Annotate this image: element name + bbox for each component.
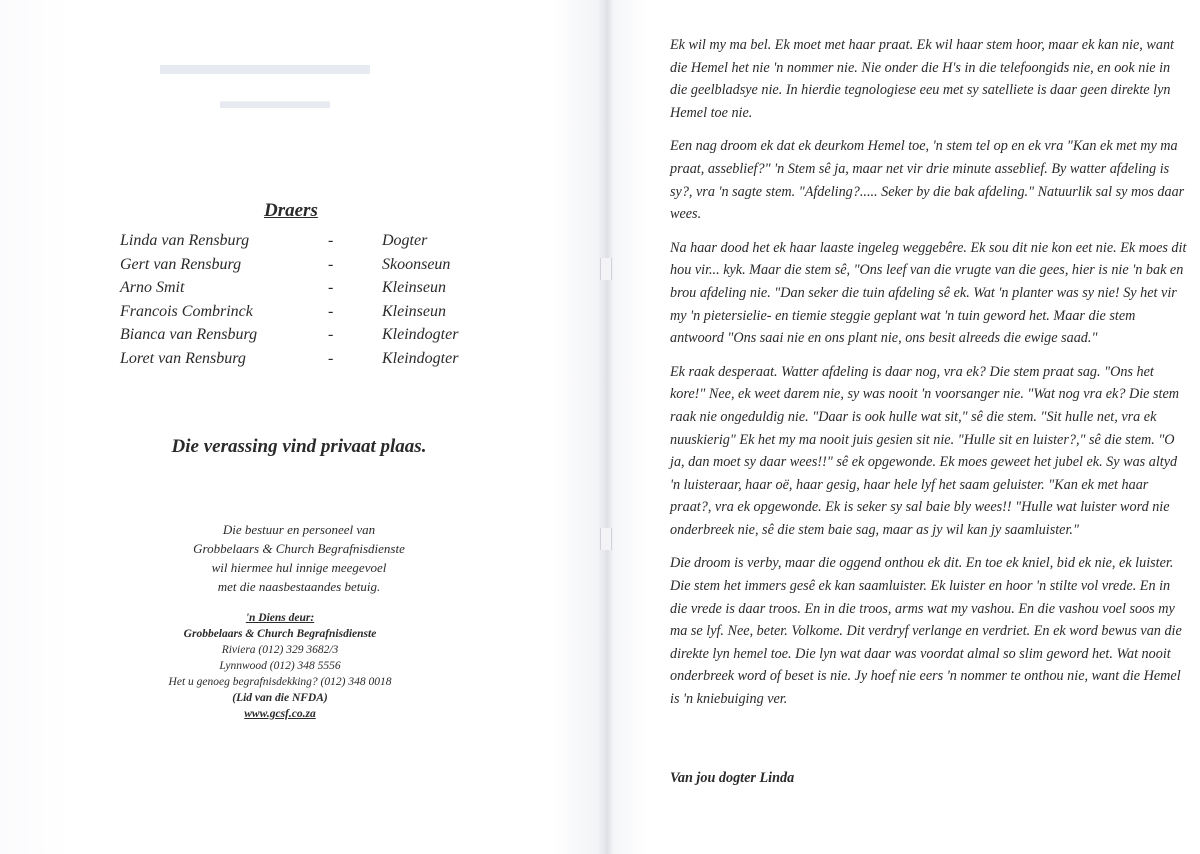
service-membership: (Lid van die NFDA) bbox=[232, 692, 328, 704]
binding-tear bbox=[600, 258, 612, 280]
bearer-dash: - bbox=[328, 302, 334, 320]
service-phone-riviera: Riviera (012) 329 3682/3 bbox=[221, 644, 339, 656]
bearer-rel: Kleinseun bbox=[382, 279, 446, 296]
bearer-rel: Kleindogter bbox=[382, 349, 459, 367]
bearer-dash: - bbox=[328, 349, 334, 367]
bearer-rel: Kleindogter bbox=[382, 326, 459, 343]
bearer-dash: - bbox=[328, 232, 334, 249]
letter-signoff: Van jou dogter Linda bbox=[670, 770, 795, 786]
bearer-row bbox=[120, 326, 480, 350]
letter-paragraph: Een nag droom ek dat ek deurkom Hemel toe, 'n stem tel op en ek vra "Kan ek met my ma praat, asseblief?" 'n Stem sê ja, maar net vir drie minute asseblief. By watter afdeling is sy?, vra 'n sagte stem. "Afdeling?..... Seker by die bak afdeling." Natuurlik sal sy mos daar wees. bbox=[670, 138, 1185, 223]
bearer-name: Arno Smit bbox=[120, 279, 185, 296]
bearer-dash: - bbox=[328, 326, 334, 343]
private-note: Die verassing vind privaat plaas. bbox=[171, 436, 427, 457]
bearer-row bbox=[120, 232, 480, 256]
right-page bbox=[614, 0, 1200, 854]
service-website-link[interactable]: www.gcsf.co.za bbox=[244, 708, 316, 720]
service-coverage-phone: Het u genoeg begrafnisdekking? (012) 348 0018 bbox=[168, 676, 392, 688]
bearer-name: Bianca van Rensburg bbox=[120, 326, 258, 343]
bearer-row bbox=[120, 350, 480, 374]
letter-paragraph: Ek wil my ma bel. Ek moet met haar praat. Ek wil haar stem hoor, maar ek kan nie, want die Hemel het nie 'n nommer nie. Nie onder die H's in die telefoongids nie, en ook nie in die geelbladsye nie. In hierdie tegnologiese eeu met sy satelliete is daar geen direkte lyn Hemel toe nie. bbox=[670, 37, 1174, 121]
binding-tear bbox=[600, 528, 612, 550]
letter-body bbox=[670, 34, 1190, 722]
bearer-rel: Dogter bbox=[382, 232, 428, 249]
condolence-line: Die bestuur en personeel van bbox=[222, 522, 376, 537]
page-fold bbox=[598, 0, 614, 854]
bearer-name: Francois Combrinck bbox=[120, 302, 253, 320]
condolence-line: met die naasbestaandes betuig. bbox=[217, 579, 381, 594]
service-phone-lynnwood: Lynnwood (012) 348 5556 bbox=[219, 660, 341, 672]
bearer-dash: - bbox=[328, 255, 334, 273]
condolence-line: wil hiermee hul innige meegevoel bbox=[211, 560, 387, 575]
condolence-message bbox=[0, 520, 598, 596]
letter-paragraph: Na haar dood het ek haar laaste ingeleg weggebêre. Ek sou dit nie kon eet nie. Ek moes dit hou vir... kyk. Maar die stem sê, "Ons leef van die vrugte van die gees, hier is nie 'n bak en brou afdeling nie. "Dan seker die tuin afdeling sê ek. Wat 'n planter was sy nie! Sy het vir my 'n pietersielie- en tiemie steggie geplant wat 'n tuin geword het. Maar die stem antwoord "Ons saai nie en ons plant nie, ons besit alreeds die ewige saad." bbox=[670, 239, 1187, 347]
condolence-line: Grobbelaars & Church Begrafnisdienste bbox=[193, 541, 405, 556]
bearer-name: Loret van Rensburg bbox=[120, 349, 246, 367]
bearer-row bbox=[120, 256, 480, 280]
bearer-rel: Kleinseun bbox=[382, 302, 446, 320]
left-page bbox=[0, 0, 598, 854]
bearers-list bbox=[120, 232, 480, 373]
letter-paragraph: Die droom is verby, maar die oggend onthou ek dit. En toe ek kniel, bid ek nie, ek luister. Die stem het immers gesê ek kan saamluister. Ek luister en hoor 'n stilte vol vrede. En in die vrede is daar troos. En in die troos, arms wat my vashou. En die vashou voel soos my ma se lyf. Nee, beter. Volkome. Dit verdryf verlange en verdriet. En ek word bewus van die direkte lyn hemel toe. Die lyn wat daar was voordat almal so slim geword het. Wat nooit onderbreek word of beset is nie. Jy hoef nie eers 'n nommer te onthou nie, want die Hemel is 'n kniebuiging ver. bbox=[670, 555, 1182, 708]
bearer-name: Linda van Rensburg bbox=[120, 232, 250, 249]
funeral-service-info bbox=[0, 610, 560, 722]
bearer-rel: Skoonseun bbox=[382, 255, 451, 273]
bearer-name: Gert van Rensburg bbox=[120, 255, 242, 273]
bearer-dash: - bbox=[328, 279, 334, 296]
show-through-text: ▬▬▬▬▬▬▬ bbox=[160, 48, 370, 81]
show-through-text: ▬▬▬▬▬ bbox=[220, 88, 330, 113]
service-company: Grobbelaars & Church Begrafnisdienste bbox=[183, 628, 377, 640]
service-header: 'n Diens deur: bbox=[245, 612, 315, 624]
letter-paragraph: Ek raak desperaat. Watter afdeling is daar nog, vra ek? Die stem praat sag. "Ons het kore!" Nee, ek weet darem nie, sy was nooit 'n voorsanger nie. "Wat nog vra ek? Die stem raak nie ongeduldig nie. "Daar is ook hulle wat sit," sê die stem. "Sit hulle net, vra ek nuuskierig" Ek het my ma nooit juis gesien sit nie. "Hulle sit en luister?," sê die stem. "O ja, dan moet sy daar wees!!" sê ek opgewonde. Ek moes geweet het jubel ek. Sy was altyd 'n luisteraar, haar oë, haar gesig, haar hele lyf het saam geluister. "Kan ek met haar praat?, vra ek opgewonde. Ek is seker sy sal baie bly wees!! "Hulle wat luister word nie onderbreek nie, sê die stem baie sag, maar as jy wil kan jy saamluister." bbox=[670, 363, 1180, 538]
bearer-row bbox=[120, 303, 480, 327]
bearer-row bbox=[120, 279, 480, 303]
bearers-title: Draers bbox=[264, 200, 318, 221]
